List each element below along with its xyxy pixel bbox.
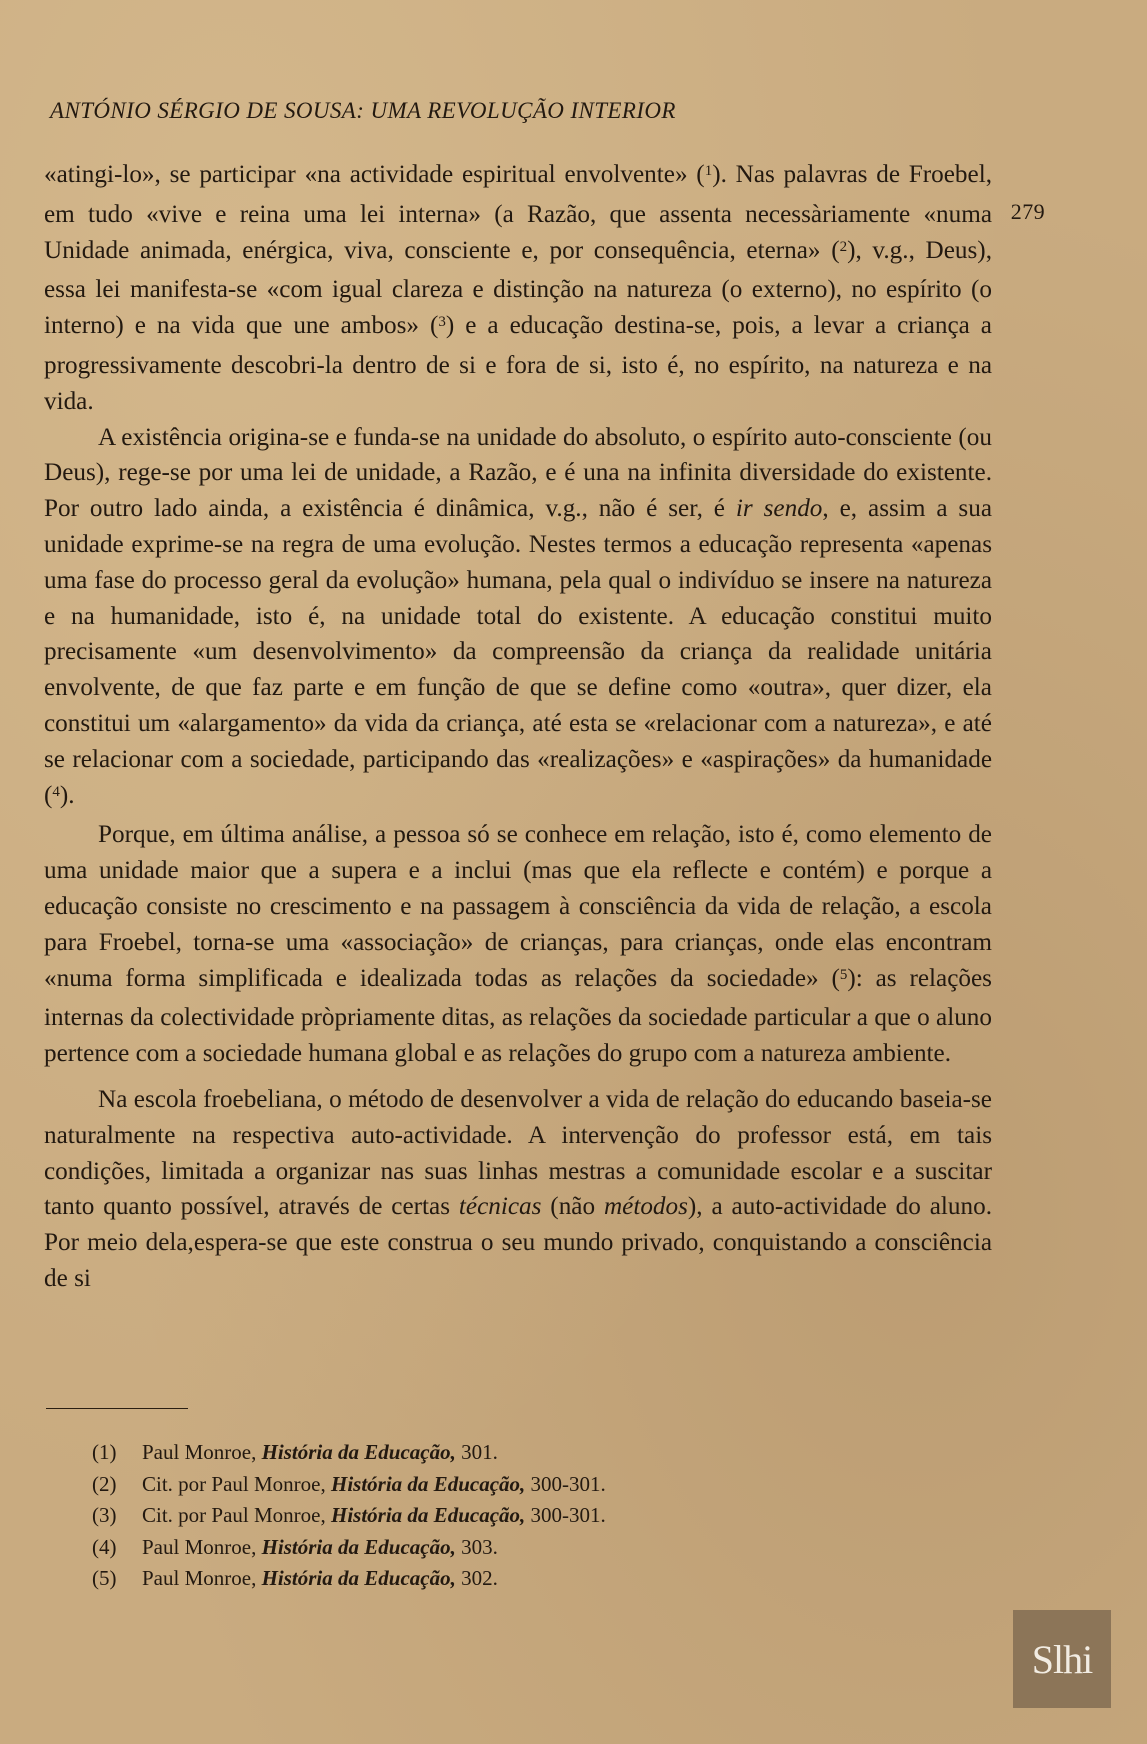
footnote-ref: 4	[52, 783, 60, 800]
text-run: ), v.g., Deus), essa lei manifesta-se «com igual clareza e distinção na natureza (o externo), no espírito (o interno) e na vida que une ambos» (	[44, 236, 992, 340]
footnote-author: Paul Monroe,	[142, 1566, 262, 1590]
watermark-logo	[1013, 1610, 1111, 1708]
footnote-ref: 3	[438, 314, 446, 331]
text-run: (não	[541, 1193, 604, 1221]
emphasis: métodos	[603, 1193, 688, 1221]
footnote-pages: 301.	[455, 1440, 498, 1464]
footnote-ref: 2	[839, 238, 848, 255]
text-run: ) e a educação destina-se, pois, a levar a criança a progressivamente descobri-la dentro de si e fora de si, isto é, no espírito, na natureza e na vida.	[44, 312, 992, 415]
footnote-pages: 302.	[455, 1566, 498, 1590]
footnotes	[92, 1437, 792, 1595]
watermark-text: Slhi	[1031, 1636, 1093, 1682]
text-run: Na escola froebeliana, o método de desenvolver a vida de relação do educando baseia-se naturalmente na respectiva auto-actividade. A intervenção do professor está, em tais condições, limitada a organizar nas suas linhas mestras a comunidade escolar e a suscitar tanto quanto possível, através de certas	[44, 1085, 992, 1221]
footnote-text	[142, 1532, 498, 1564]
footnote-title: História da Educação,	[261, 1566, 456, 1590]
footnote-pages: 300-301.	[525, 1503, 606, 1527]
footnote-mark: (5)	[92, 1566, 117, 1590]
footnote-author: Paul Monroe,	[142, 1534, 262, 1559]
footnote-title: História da Educação,	[261, 1440, 456, 1464]
footnote-author: Cit. por Paul Monroe,	[142, 1471, 331, 1496]
footnote-item	[92, 1563, 792, 1595]
footnote-ref: 1	[704, 163, 713, 179]
text-run: ). Nas palavras de Froebel, em tudo «vive e reina uma lei interna» (a Razão, que assenta necessàriamente «numa Unidade animada, enérgica, viva, consciente e, por consequência, eterna» (	[44, 161, 993, 264]
text-run: ), a auto-actividade do aluno. Por meio dela,espera-se que este construa o seu mundo privado, conquistando a consciência de si	[44, 1193, 992, 1292]
paragraph-4	[44, 1082, 992, 1297]
footnote-text	[142, 1437, 498, 1469]
paragraph-3	[44, 817, 992, 1072]
body-text	[44, 157, 992, 1297]
footnote-item	[92, 1500, 792, 1532]
emphasis: ir sendo	[735, 495, 823, 523]
text-run: Porque, em última análise, a pessoa só se conhece em relação, isto é, como elemento de uma unidade maior que a supera e a inclui (mas que ela reflecte e contém) e porque a educação consiste no crescimento e na passagem à consciência da vida de relação, a escola para Froebel, torna-se uma «associação» de crianças, para crianças, onde elas encontram «numa forma simplificada e idealizada todas as relações da sociedade» (	[44, 821, 992, 992]
footnote-pages: 303.	[455, 1534, 498, 1559]
footnote-text	[142, 1469, 606, 1501]
paragraph-2	[44, 420, 992, 818]
text-run: «atingi-lo», se participar «na actividade espiritual envolvente» (	[44, 161, 705, 188]
footnote-title: História da Educação,	[331, 1503, 526, 1527]
footnote-text	[142, 1500, 606, 1532]
footnote-text	[142, 1563, 498, 1595]
footnote-title: História da Educação,	[261, 1534, 456, 1559]
footnote-item	[92, 1469, 792, 1501]
emphasis: técnicas	[458, 1193, 542, 1221]
footnote-mark: (3)	[92, 1503, 117, 1527]
page-number: 279	[1010, 199, 1045, 224]
footnote-title: História da Educação,	[331, 1471, 526, 1496]
paragraph-1	[44, 157, 992, 420]
running-head-title: ANTÓNIO SÉRGIO DE SOUSA: UMA REVOLUÇÃO INTERIOR	[50, 98, 676, 123]
text-run: ).	[59, 781, 75, 809]
footnote-author: Cit. por Paul Monroe,	[142, 1503, 331, 1527]
footnote-item	[92, 1532, 792, 1564]
footnote-pages: 300-301.	[525, 1471, 606, 1496]
footnote-mark: (2)	[92, 1471, 117, 1496]
footnote-ref: 5	[839, 966, 848, 983]
footnote-mark: (1)	[92, 1440, 117, 1464]
text-run: A existência origina-se e funda-se na unidade do absoluto, o espírito auto-consciente (ou Deus), rege-se por uma lei de unidade, a Razão, e é una na infinita diversidade do existente. Por outro lado ainda, a existência é dinâmica, v.g., não é ser, é	[44, 423, 992, 523]
footnote-item	[92, 1437, 792, 1469]
footnote-mark: (4)	[92, 1534, 117, 1559]
text-run: , e, assim a sua unidade exprime-se na regra de uma evolução. Nestes termos a educação representa «apenas uma fase do processo geral da evolução» humana, pela qual o indivíduo se insere na natureza e na humanidade, isto é, na unidade total do existente. A educação constitui muito precisamente «um desenvolvimento» da compreensão da criança da realidade unitária envolvente, de que faz parte e em função de que se define como «outra», quer dizer, ela constitui um «alargamento» da vida da criança, até esta se «relacionar com a natureza», e até se relacionar com a sociedade, participando das «realizações» e «aspirações» da humanidade (	[44, 495, 993, 809]
text-run: ): as relações internas da colectividade pròpriamente ditas, as relações da sociedade particular a que o aluno pertence com a sociedade humana global e as relações do grupo com a natureza ambiente.	[44, 964, 992, 1068]
footnote-divider	[46, 1408, 188, 1409]
footnote-author: Paul Monroe,	[142, 1440, 262, 1464]
